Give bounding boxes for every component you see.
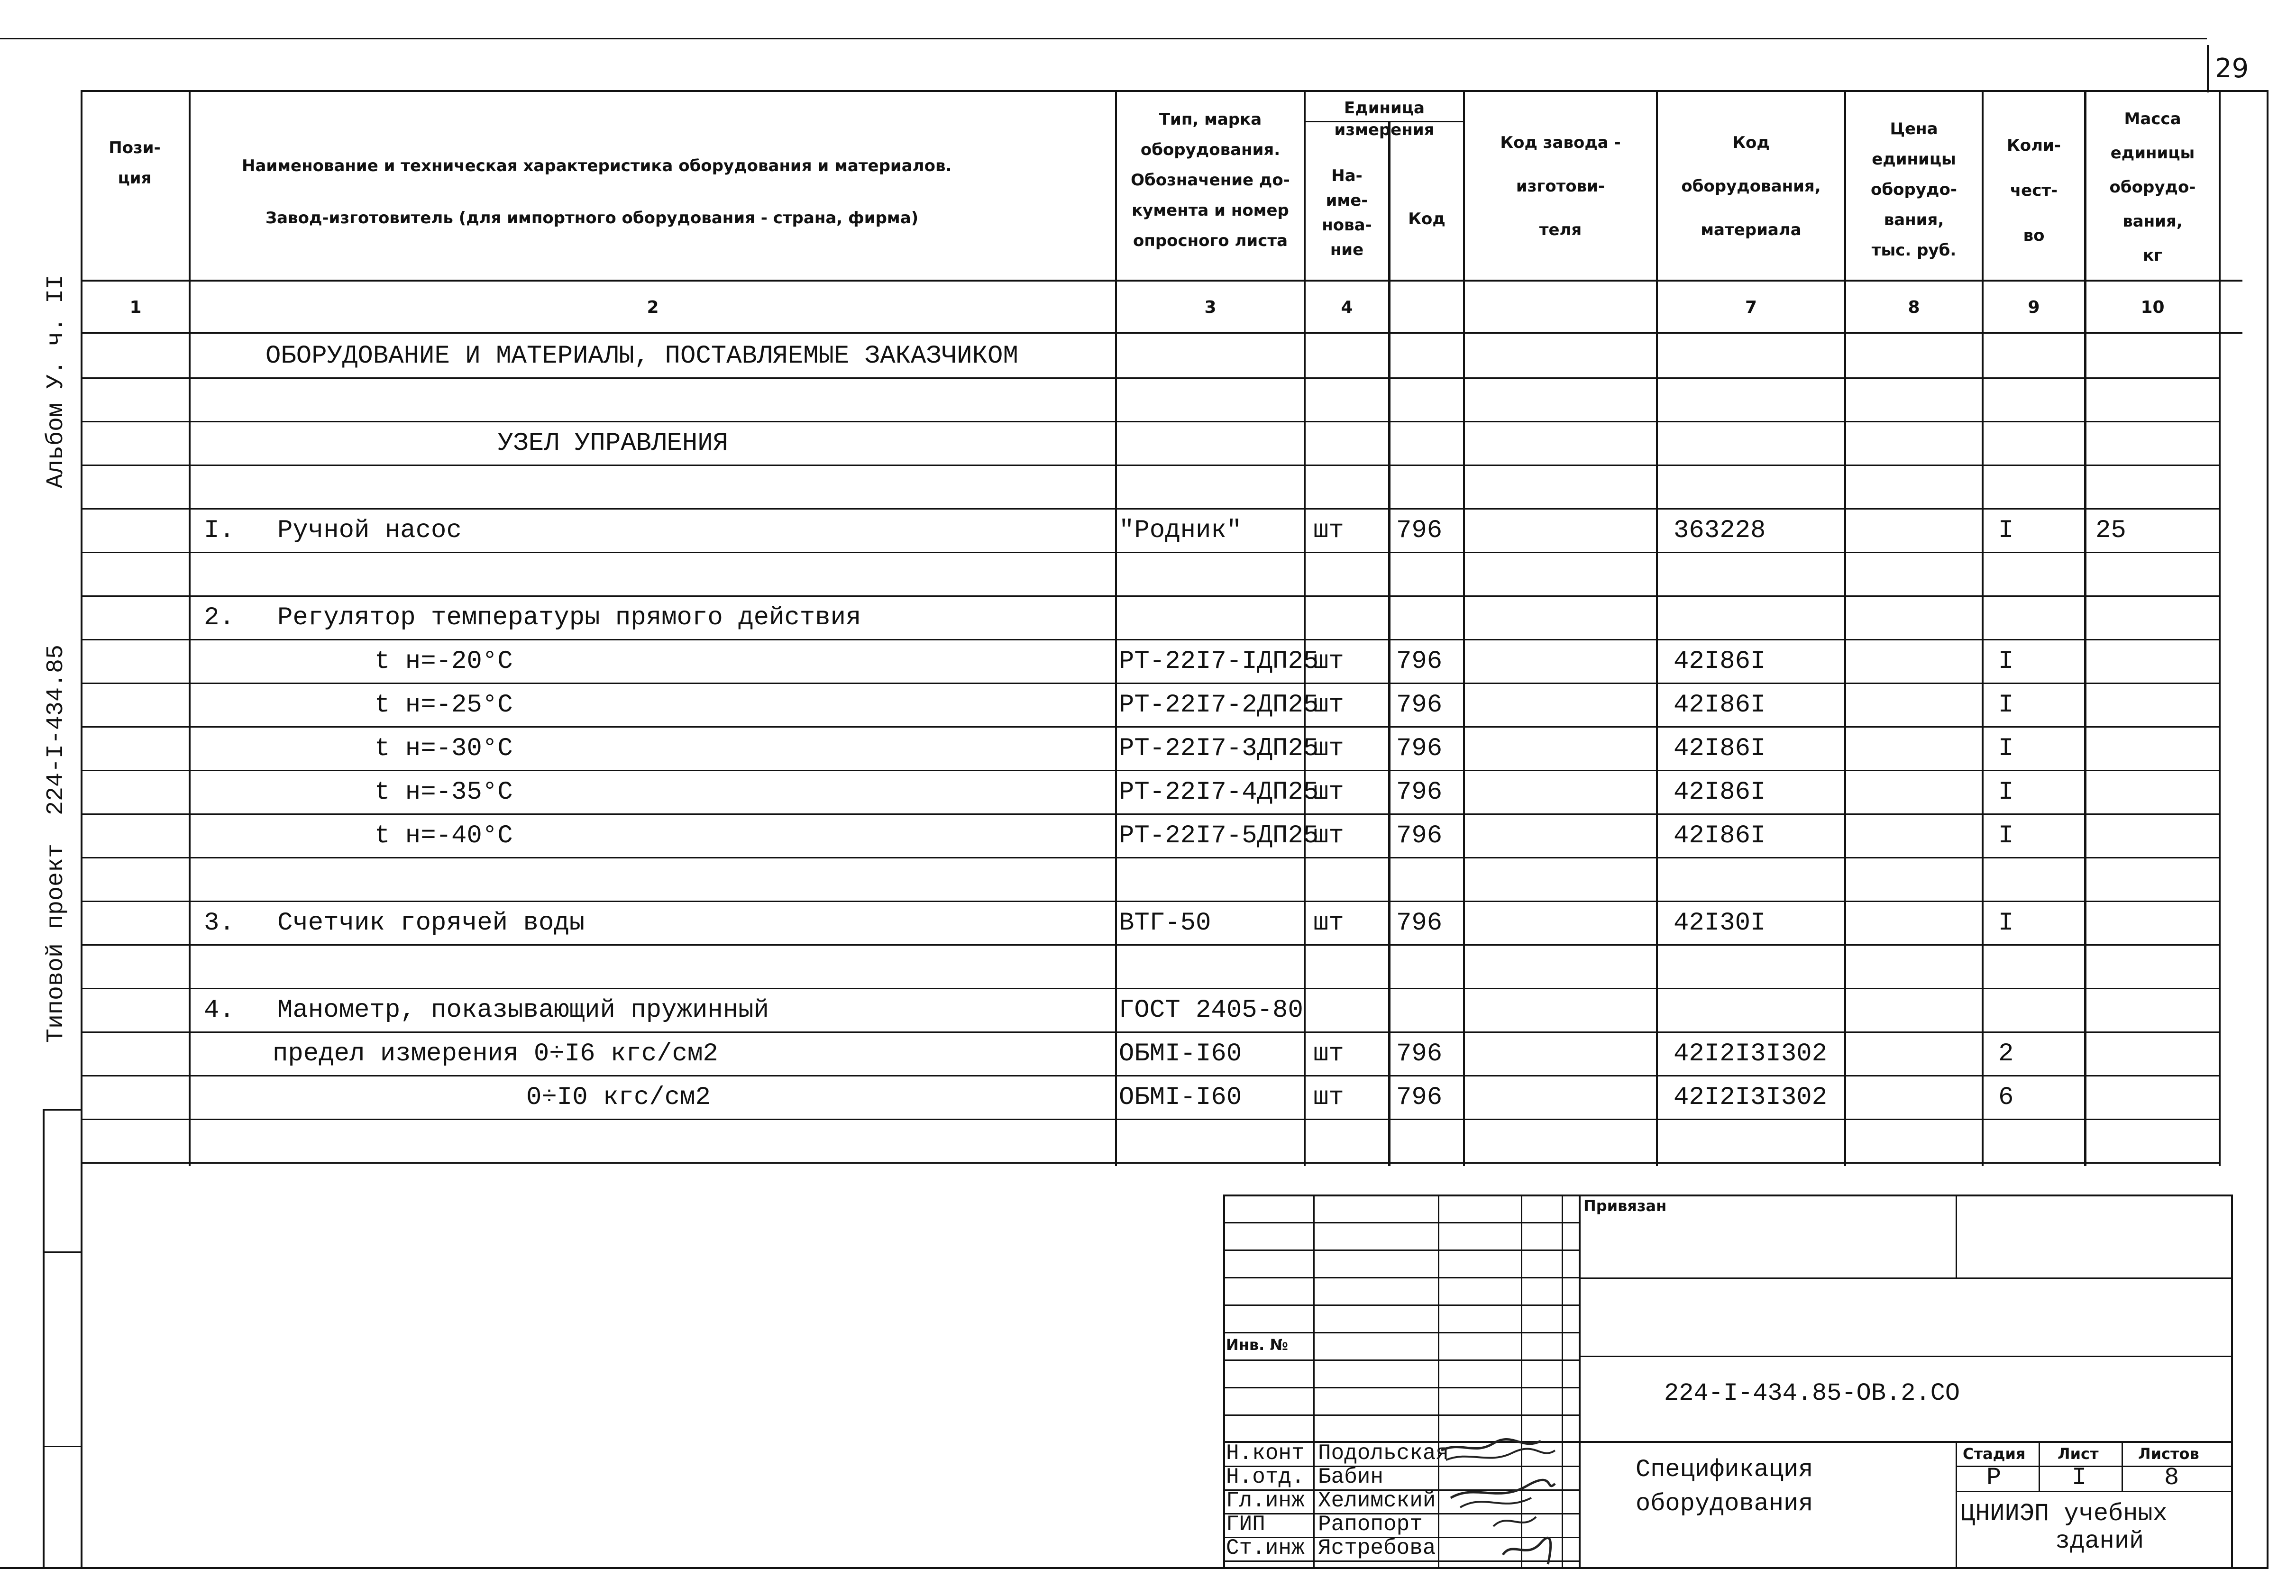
header-type-line: Тип, марка bbox=[1159, 110, 1262, 129]
inventory-number-label: Инв. № bbox=[1226, 1336, 1288, 1354]
row-name: t н=-35°C bbox=[375, 778, 513, 807]
row-type: ГОСТ 2405-80 bbox=[1119, 996, 1303, 1025]
row-type: ВТГ-50 bbox=[1119, 909, 1211, 938]
row-quantity: 6 bbox=[1998, 1083, 2014, 1112]
signature-name: Хелимский bbox=[1318, 1488, 1436, 1513]
row-position: I. bbox=[204, 516, 235, 545]
row-divider bbox=[81, 552, 2219, 553]
row-material-code: 42I86I bbox=[1674, 647, 1766, 676]
organization-line: зданий bbox=[2055, 1527, 2144, 1555]
signature-name: Рапопорт bbox=[1318, 1512, 1423, 1537]
row-unit-code: 796 bbox=[1396, 647, 1443, 676]
row-divider bbox=[81, 901, 2219, 902]
row-unit-code: 796 bbox=[1396, 909, 1443, 938]
row-divider bbox=[81, 944, 2219, 946]
header-position bbox=[81, 133, 189, 193]
row-divider bbox=[81, 377, 2219, 379]
row-type: ОБМI-I60 bbox=[1119, 1083, 1242, 1112]
header-price-line: Цена bbox=[1890, 119, 1938, 138]
header-unit-name-line: име- bbox=[1326, 191, 1368, 210]
header-quantity-line: чест- bbox=[2010, 181, 2058, 200]
row-quantity: I bbox=[1998, 516, 2014, 545]
row-name: t н=-20°C bbox=[375, 647, 513, 676]
row-material-code: 42I30I bbox=[1674, 909, 1766, 938]
stage-label: Стадия bbox=[1963, 1445, 2026, 1463]
document-title-line: Спецификация bbox=[1636, 1456, 1813, 1484]
row-type: "Родник" bbox=[1119, 516, 1242, 545]
header-unit-code: Код bbox=[1408, 210, 1445, 228]
header-price-line: тыс. руб. bbox=[1871, 241, 1957, 260]
signature-role: Н.отд. bbox=[1226, 1465, 1305, 1489]
row-unit-code: 796 bbox=[1396, 734, 1443, 763]
row-quantity: I bbox=[1998, 647, 2014, 676]
header-unit-name-line: На- bbox=[1331, 166, 1363, 185]
row-divider bbox=[81, 813, 2219, 815]
header-factory-code bbox=[1465, 121, 1656, 252]
header-type-line: кумента и номер bbox=[1132, 201, 1289, 220]
header-material-code-line: Код bbox=[1732, 133, 1770, 152]
row-divider bbox=[81, 595, 2219, 597]
row-divider bbox=[81, 683, 2219, 684]
row-position: 3. bbox=[204, 909, 235, 938]
organization bbox=[1960, 1500, 2168, 1555]
row-unit: шт bbox=[1313, 909, 1344, 938]
row-material-code: 363228 bbox=[1674, 516, 1766, 545]
sheet-label: Лист bbox=[2058, 1445, 2099, 1463]
side-label-project-number: 224-I-434.85 bbox=[43, 644, 70, 815]
row-type: РТ-22I7-3ДП25 bbox=[1119, 734, 1319, 763]
row-divider bbox=[81, 465, 2219, 466]
row-unit-code: 796 bbox=[1396, 516, 1443, 545]
row-divider bbox=[81, 639, 2219, 640]
row-name: 0÷I0 кгс/см2 bbox=[526, 1083, 711, 1112]
header-mass-line: вания, bbox=[2122, 212, 2183, 231]
header-name bbox=[199, 140, 1029, 244]
column-number: 3 bbox=[1204, 298, 1217, 317]
row-unit: шт bbox=[1313, 821, 1344, 850]
document-code: 224-I-434.85-ОВ.2.СО bbox=[1664, 1379, 1960, 1407]
signature-name: Подольская bbox=[1318, 1441, 1449, 1466]
document-title bbox=[1636, 1453, 1813, 1521]
column-number: 9 bbox=[2028, 298, 2040, 317]
sheets-label: Листов bbox=[2138, 1445, 2199, 1463]
signature-role: ГИП bbox=[1226, 1512, 1265, 1537]
row-unit: шт bbox=[1313, 647, 1344, 676]
row-name: Ручной насос bbox=[277, 516, 462, 545]
row-divider bbox=[81, 421, 2219, 422]
row-divider bbox=[81, 726, 2219, 728]
column-number: 4 bbox=[1341, 298, 1353, 317]
header-type bbox=[1117, 104, 1304, 256]
header-mass-line: кг bbox=[2143, 246, 2162, 265]
column-number: 10 bbox=[2140, 298, 2165, 317]
row-type: ОБМI-I60 bbox=[1119, 1040, 1242, 1068]
row-name: Манометр, показывающий пружинный bbox=[277, 996, 769, 1025]
header-name-line: Завод-изготовитель (для импортного оборудования - страна, фирма) bbox=[265, 209, 919, 228]
header-mass-line: единицы bbox=[2110, 144, 2195, 163]
header-type-line: оборудования. bbox=[1140, 140, 1281, 159]
row-position: 4. bbox=[204, 996, 235, 1025]
row-material-code: 42I86I bbox=[1674, 734, 1766, 763]
row-type: РТ-22I7-5ДП25 bbox=[1119, 821, 1319, 850]
header-unit-group-line: Единица bbox=[1344, 99, 1425, 118]
header-factory-code-line: Код завода - bbox=[1500, 133, 1621, 152]
row-mass: 25 bbox=[2095, 516, 2126, 545]
row-unit-code: 796 bbox=[1396, 778, 1443, 807]
row-unit: шт bbox=[1313, 734, 1344, 763]
header-factory-code-line: изготови- bbox=[1516, 177, 1605, 196]
row-name: t н=-30°C bbox=[375, 734, 513, 763]
row-material-code: 42I86I bbox=[1674, 691, 1766, 720]
stage-value: Р bbox=[1986, 1464, 2002, 1492]
header-material-code-line: оборудования, bbox=[1681, 177, 1821, 196]
header-material-code bbox=[1658, 121, 1844, 252]
row-unit-code: 796 bbox=[1396, 1083, 1443, 1112]
signature-role: Гл.инж bbox=[1226, 1488, 1305, 1513]
row-unit: шт bbox=[1313, 691, 1344, 720]
row-name: предел измерения 0÷I6 кгс/см2 bbox=[273, 1040, 718, 1068]
header-mass-line: Масса bbox=[2124, 109, 2181, 128]
organization-line: ЦНИИЭП учебных bbox=[1960, 1500, 2168, 1528]
header-price-line: единицы bbox=[1872, 150, 1956, 169]
row-unit: шт bbox=[1313, 778, 1344, 807]
row-quantity: I bbox=[1998, 691, 2014, 720]
side-label-project-type: Типовой проект bbox=[43, 843, 70, 1043]
row-unit-code: 796 bbox=[1396, 821, 1443, 850]
header-position-line: Пози- bbox=[109, 138, 161, 157]
header-type-line: опросного листа bbox=[1133, 231, 1288, 250]
row-divider bbox=[81, 857, 2219, 858]
signature-name: Ястребова bbox=[1318, 1536, 1436, 1560]
row-unit: шт bbox=[1313, 516, 1344, 545]
column-number: 7 bbox=[1745, 298, 1757, 317]
row-position: 2. bbox=[204, 603, 235, 632]
row-material-code: 42I86I bbox=[1674, 778, 1766, 807]
header-unit-name bbox=[1306, 164, 1388, 262]
row-divider bbox=[81, 1162, 2219, 1164]
header-quantity-line: во bbox=[2023, 226, 2045, 245]
page-number: 29 bbox=[2215, 53, 2249, 84]
row-quantity: 2 bbox=[1998, 1040, 2014, 1068]
row-quantity: I bbox=[1998, 821, 2014, 850]
privyazan-label: Привязан bbox=[1583, 1197, 1667, 1215]
header-unit-name-line: нова- bbox=[1322, 216, 1372, 235]
sheets-value: 8 bbox=[2164, 1464, 2179, 1492]
document-title-line: оборудования bbox=[1636, 1490, 1813, 1518]
header-unit-group bbox=[1306, 97, 1463, 141]
header-unit-group-line: измерения bbox=[1334, 120, 1435, 139]
header-material-code-line: материала bbox=[1701, 220, 1802, 239]
row-material-code: 42I86I bbox=[1674, 821, 1766, 850]
row-name: t н=-25°C bbox=[375, 691, 513, 720]
header-quantity bbox=[1984, 123, 2084, 258]
row-divider bbox=[81, 508, 2219, 510]
row-unit-code: 796 bbox=[1396, 1040, 1443, 1068]
row-type: РТ-22I7-IДП25 bbox=[1119, 647, 1319, 676]
column-number: 2 bbox=[647, 298, 659, 317]
column-number: 8 bbox=[1908, 298, 1920, 317]
signature-role: Ст.инж bbox=[1226, 1536, 1305, 1560]
row-type: РТ-22I7-4ДП25 bbox=[1119, 778, 1319, 807]
header-unit-name-line: ние bbox=[1330, 240, 1364, 259]
row-quantity: I bbox=[1998, 734, 2014, 763]
header-price-line: оборудо- bbox=[1871, 180, 1957, 199]
row-type: РТ-22I7-2ДП25 bbox=[1119, 691, 1319, 720]
signature-scribbles bbox=[1432, 1436, 1574, 1569]
row-unit-code: 796 bbox=[1396, 691, 1443, 720]
side-label-album: Альбом У. ч. II bbox=[43, 274, 70, 488]
row-quantity: I bbox=[1998, 778, 2014, 807]
row-divider bbox=[81, 770, 2219, 771]
signature-role: Н.конт bbox=[1226, 1441, 1305, 1466]
sheet-value: I bbox=[2072, 1464, 2087, 1492]
signature-name: Бабин bbox=[1318, 1465, 1384, 1489]
row-unit: шт bbox=[1313, 1083, 1344, 1112]
header-factory-code-line: теля bbox=[1539, 220, 1582, 239]
row-name: t н=-40°C bbox=[375, 821, 513, 850]
row-name: Регулятор температуры прямого действия bbox=[277, 603, 861, 632]
header-name-line: Наименование и техническая характеристика оборудования и материалов. bbox=[242, 156, 952, 175]
row-material-code: 42I2I3I302 bbox=[1674, 1083, 1828, 1112]
header-position-line: ция bbox=[118, 169, 152, 188]
column-number: 1 bbox=[129, 298, 142, 317]
row-divider bbox=[81, 1075, 2219, 1076]
row-divider bbox=[81, 988, 2219, 989]
header-quantity-line: Коли- bbox=[2007, 136, 2061, 155]
header-price bbox=[1846, 114, 1982, 265]
row-name: УЗЕЛ УПРАВЛЕНИЯ bbox=[498, 429, 729, 458]
header-mass bbox=[2086, 102, 2219, 273]
row-divider bbox=[81, 1119, 2219, 1120]
row-name: Счетчик горячей воды bbox=[277, 909, 585, 938]
row-divider bbox=[81, 1031, 2219, 1033]
header-mass-line: оборудо- bbox=[2109, 178, 2196, 197]
row-material-code: 42I2I3I302 bbox=[1674, 1040, 1828, 1068]
row-name: ОБОРУДОВАНИЕ И МАТЕРИАЛЫ, ПОСТАВЛЯЕМЫЕ ЗАКАЗЧИКОМ bbox=[265, 342, 1018, 371]
row-unit: шт bbox=[1313, 1040, 1344, 1068]
header-type-line: Обозначение до- bbox=[1131, 171, 1290, 190]
row-quantity: I bbox=[1998, 909, 2014, 938]
header-price-line: вания, bbox=[1884, 210, 1944, 229]
